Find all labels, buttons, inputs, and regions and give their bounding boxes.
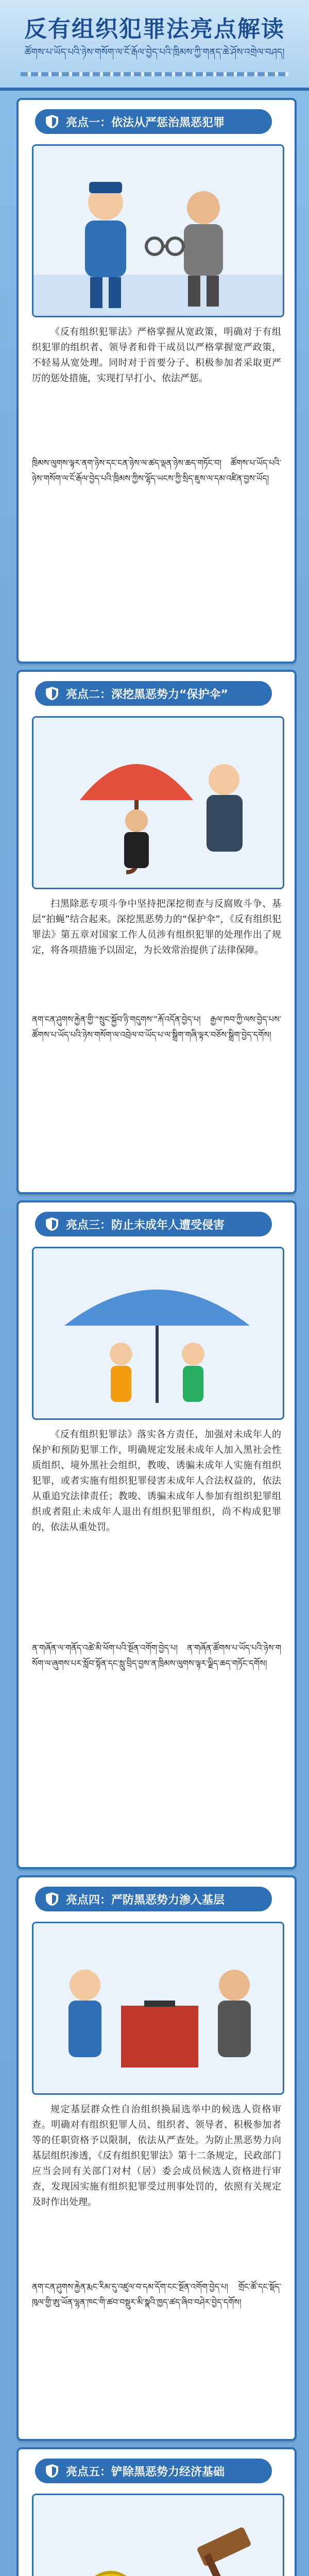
section-3-text-tibetan: ན་གཞོན་ལ་གནོད་འཚེ་མི་ཕོག་པའི་སྔོན་འགོག་བྱེད་པ། ན་གཞོན་ཚོགས་པ་ཡོད་པའི་ཉེས་གསོག་ལ་ཞུགས་པར་སློབ་སྟོན་དང་སླུ་བྲིད་བྱས་ན་ཁྲིམས་ལུགས་ལྟར་ལྗིད་ཆད་གཏོང་དགོས། [32, 1643, 281, 1668]
section-highlight-3 [16, 1200, 297, 1869]
page-title: 反有组织犯罪法亮点解读 [24, 16, 285, 42]
section-2-illustration [32, 716, 284, 889]
section-4-text-chinese: 规定基层群众性自治组织换届选举中的候选人资格审查。明确对有组织犯罪人员、组织者、领导者、积极参加者等的任职资格予以限制，依法从严查处。为防止黑恶势力向基层组织渗透，《反有组织犯罪法》第十二条规定，民政部门应当会同有关部门对村（居）委会成员候选人资格进行审查，发现因实施有组织犯罪受过刑事处罚的，依照有关规定及时作出处理。 [32, 2104, 281, 2208]
page-subtitle-tibetan: ཚོགས་པ་ཡོད་པའི་ཉེས་གསོག་ལ་ངོ་རྒོལ་བྱེད་པའི་ཁྲིམས་ཀྱི་གནད་ཆེ་ཤོས་འགྲེལ་བཤད། [24, 47, 285, 58]
section-4-text-tibetan: ནག་ངན་ཤུགས་རྐྱེན་རྨང་རིམ་དུ་འཛུལ་བ་དམ་དོག་ངང་སྔོན་འགོག་བྱེད་པ། གྲོང་ཚོ་དང་སྡོད་ཁུལ་གྱི་ཨུ་ཡོན་ལྷན་ཁང་གི་ཚབ་བསྡུར་མི་སྣའི་ཁྱད་ཚད་ཞིབ་བཤེར་བྱེད་དགོས། [32, 2282, 281, 2307]
section-3-title: 亮点三：防止未成年人遭受侵害 [66, 1218, 225, 1232]
shield-icon [44, 1216, 60, 1232]
section-2-title: 亮点二：深挖黑恶势力“保护伞” [66, 688, 228, 701]
section-highlight-5 [16, 2447, 297, 2576]
section-1-text-chinese: 《反有组织犯罪法》严格掌握从宽政策，明确对于有组织犯罪的组织者、领导者和骨干成员以严格掌握宽严政策，不轻易从宽处理。同时对于首要分子、积极参加者采取更严厉的惩处措施，实现打早打小、依法严惩。 [32, 327, 281, 384]
section-3-banner [35, 1212, 272, 1236]
header [0, 0, 309, 91]
shield-icon [44, 2463, 60, 2479]
section-highlight-1 [16, 98, 297, 664]
section-2-text-tibetan: ནག་ངན་ཤུགས་རྐྱེན་གྱི་“སྲུང་སྐྱོབ་ཉི་གདུགས་”རྐོ་འདོན་བྱེད་པ། རྒྱལ་ཁབ་ཀྱི་ལས་བྱེད་པས་ཚོགས་པ་ཡོད་པའི་ཉེས་གསོག་ལ་འབྲེལ་བ་ཡོད་པ་ལ་སྒྲིག་གཞི་ལྟར་བཅོས་སྒྲིག་བྱེད་དགོས། [32, 1014, 281, 1040]
shield-icon [44, 686, 60, 701]
section-highlight-4 [16, 1875, 297, 2441]
section-4-banner [35, 1887, 272, 1911]
shield-icon [44, 114, 60, 129]
section-1-banner [35, 109, 272, 134]
section-5-banner [35, 2459, 272, 2483]
official-figure [207, 764, 243, 852]
shield-icon [44, 1891, 60, 1907]
ballot-box-icon [121, 2001, 198, 2067]
section-5-title: 亮点五：铲除黑恶势力经济基础 [66, 2465, 225, 2479]
section-4-title: 亮点四：严防黑恶势力渗入基层 [66, 1893, 225, 1907]
section-1-illustration [32, 144, 284, 317]
section-5-illustration [32, 2494, 284, 2576]
section-highlight-2 [16, 670, 297, 1194]
section-2-banner [35, 681, 272, 706]
header-ribbon [21, 72, 288, 76]
section-2-text-chinese: 扫黑除恶专项斗争中坚持把深挖彻查与反腐败斗争、基层“拍蝇”结合起来。深挖黑恶势力的“保护伞”，《反有组织犯罪法》第五章对国家工作人员涉有组织犯罪的处理作出了规定，将各项措施予以固定，为长效常治提供了法律保障。 [32, 899, 281, 956]
section-1-title: 亮点一：依法从严惩治黑恶犯罪 [66, 116, 225, 129]
section-1-text-tibetan: ཁྲིམས་ལུགས་ལྟར་ནག་ཉེས་དང་ངན་ཉེས་ལ་ཚད་ལྡན་ཉེས་ཆད་གཏོང་བ། ཚོགས་པ་ཡོད་པའི་ཉེས་གསོག་ལ་ངོ་རྒོལ་བྱེད་པའི་ཁྲིམས་ཀྱིས་ལྷོད་ཡངས་ཀྱི་སྲིད་ཇུས་ལ་དམ་འཛིན་བྱས་ཡོད། [32, 458, 281, 483]
section-3-text-chinese: 《反有组织犯罪法》落实各方责任，加强对未成年人的保护和预防犯罪工作，明确规定发展未成年人加入黑社会性质组织、境外黑社会组织，教唆、诱骗未成年人实施有组织犯罪，或者实施有组织犯罪侵害未成年人合法权益的，依法从重追究法律责任；教唆、诱骗未成年人参加有组织犯罪组织或者阻止未成年人退出有组织犯罪组织，尚不构成犯罪的，依法从重处罚。 [32, 1429, 281, 1533]
section-3-illustration [32, 1247, 284, 1420]
gangster-figure [124, 809, 149, 868]
section-4-illustration [32, 1922, 284, 2095]
